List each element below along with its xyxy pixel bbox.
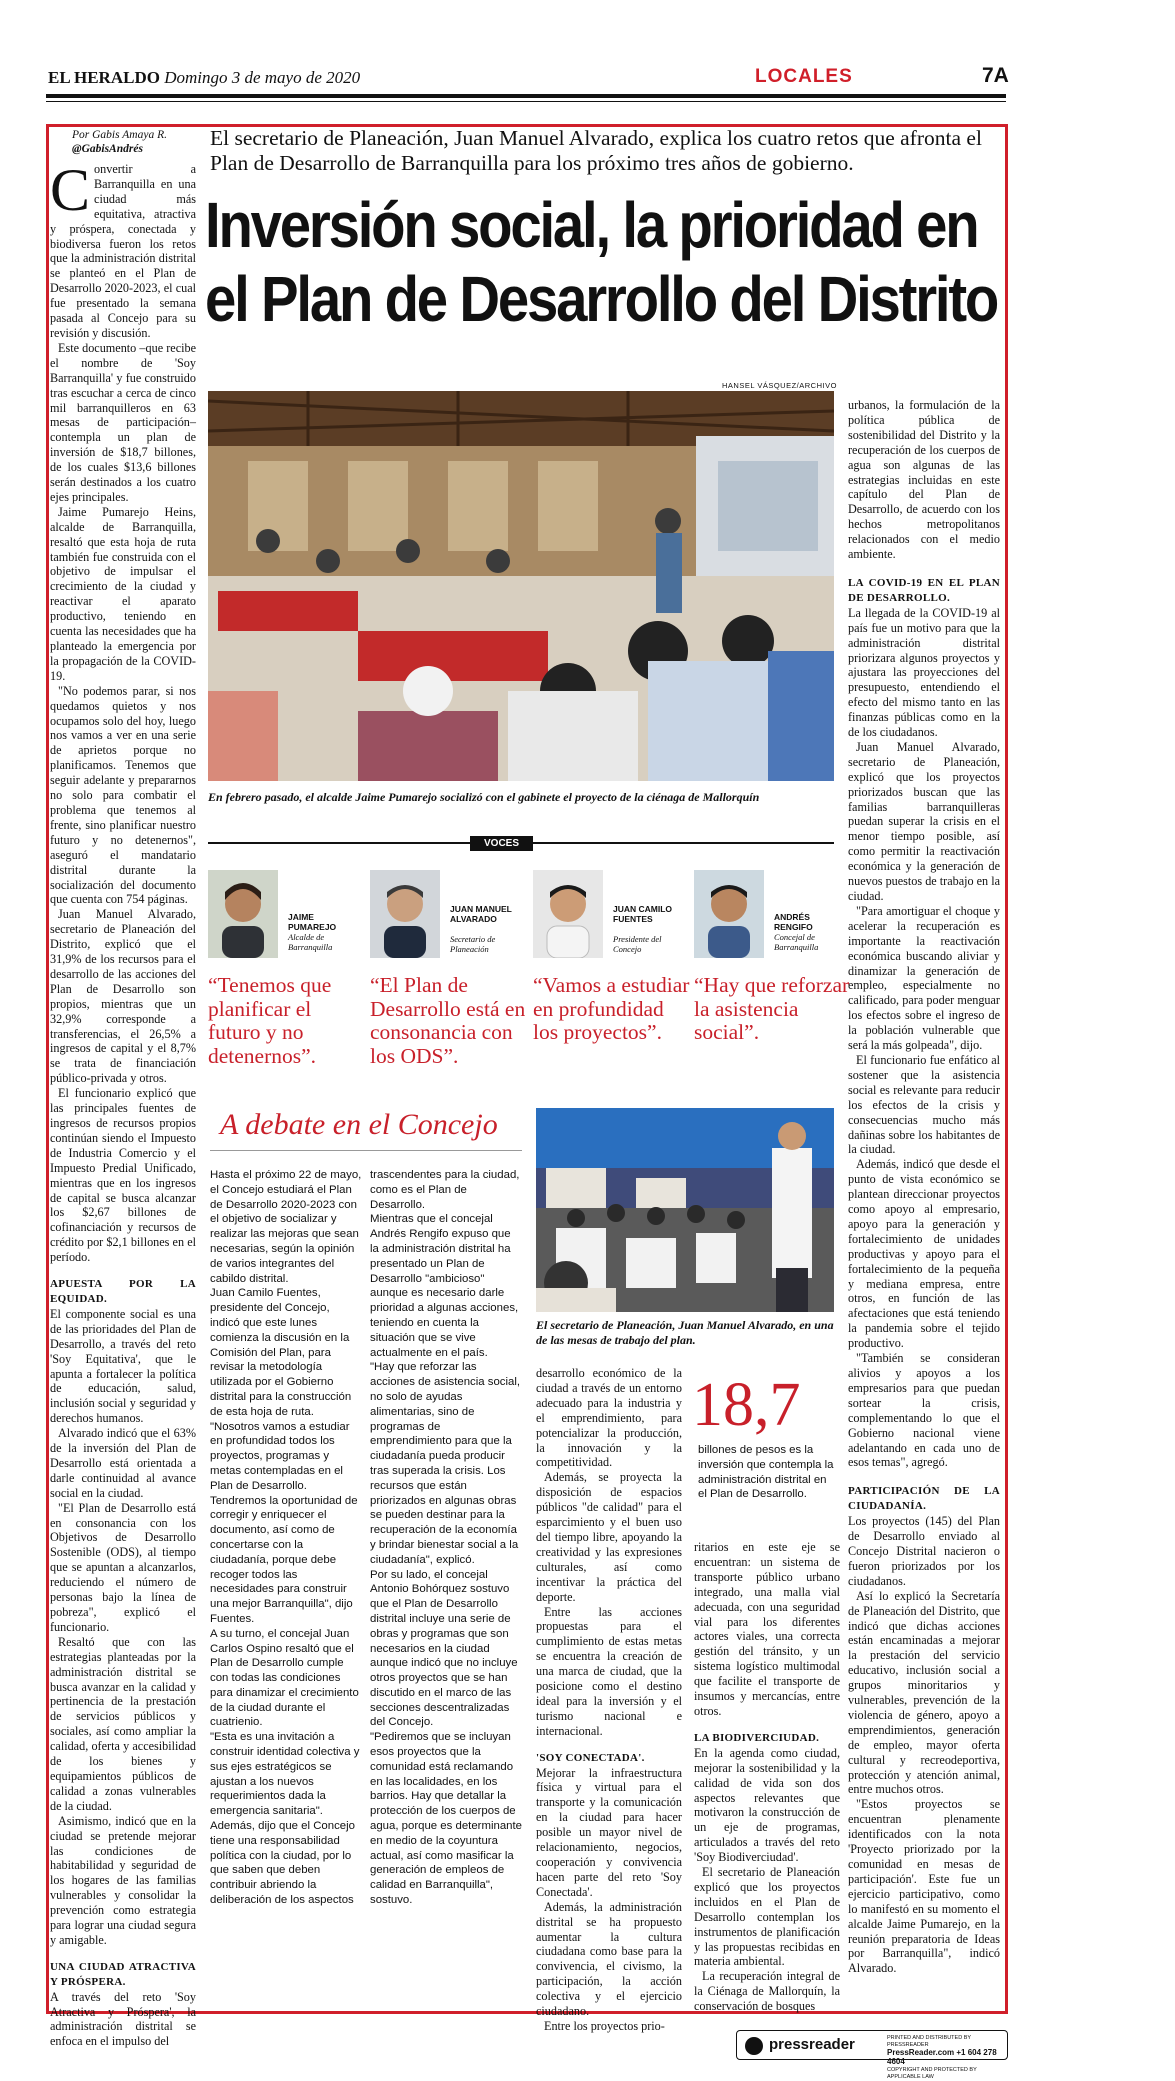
- debate-column-1: Hasta el próximo 22 de mayo, el Concejo estudiará el Plan de Desarrollo 2020-2023 con el objetivo de socializar y realizar las mejoras que sean necesarias, según la opinión de varios integrantes del cabildo distrital. Juan Camilo Fuentes, presidente del Concejo, indicó que este lunes comienza la discusión en la Comisión del Plan, para revisar la metodología utilizada por el Gobierno distrital para la construcción de esta hoja de ruta. "Nosotros vamos a estudiar en profundidad todos los proyectos, programas y metas contempladas en el Plan de Desarrollo. Tendremos la oportunidad de corregir y enriquecer el documento, así como de concertarse con la ciudadanía, porque debe recoger todos las necesidades para construir una mejor Barranquilla", dijo Fuentes. A su turno, el concejal Juan Carlos Ospino resaltó que el Plan de Desarrollo cumple con todas las condiciones para dinamizar el crecimiento de la ciudad durante el cuatrienio. "Esta es una invitación a construir identidad colectiva y sus ejes estratégicos se ajustan a los nuevos requerimientos dada la emergencia sanitaria". Además, dijo que el Concejo tiene una responsabilidad política con la ciudad, por lo que saben que deben contribuir abriendo la deliberación de los aspectos: [210, 1169, 362, 1907]
- header-rule-thin: [46, 101, 1006, 102]
- voice-card: [208, 870, 358, 1068]
- paper-name: EL HERALDO: [48, 68, 160, 87]
- debate-photo-caption: El secretario de Planeación, Juan Manuel Alvarado, en una de las mesas de trabajo del plan.: [536, 1318, 834, 1347]
- voice-card: [370, 870, 526, 1068]
- voice-role: Concejal de Barranquilla: [774, 932, 819, 952]
- voice-photo: [694, 870, 764, 958]
- debate-photo: [536, 1108, 834, 1312]
- subhead-equidad: APUESTA POR LA EQUIDAD.: [50, 1278, 196, 1305]
- voice-name: JUAN MANUEL ALVARADO: [450, 904, 512, 924]
- header-rule: [46, 94, 1006, 98]
- stat-text: billones de pesos es la inversión que contempla la administración distrital en el Plan de Desarrollo.: [698, 1444, 834, 1501]
- voice-quote: “Tenemos que planificar el futuro y no detenernos”.: [208, 973, 332, 1068]
- pressreader-logo-icon: [745, 2037, 763, 2055]
- drop-cap: C: [50, 157, 91, 223]
- section-name: LOCALES: [755, 66, 853, 87]
- voice-photo: [370, 870, 440, 958]
- debate-column-2: trascendentes para la ciudad, como es el Plan de Desarrollo. Mientras que el concejal Andrés Rengifo expuso que la administración distrital ha presentado un Plan de Desarrollo "ambicioso" aunque es necesario darle prioridad a algunas acciones, teniendo en cuenta la situación que se vive actualmente en el país. "Hay que reforzar las acciones de asistencia social, no solo de ayudas alimentarias, sino de programas de emprendimiento para que la ciudadanía pueda producir tras superada la crisis. Los recursos que están priorizados en algunas obras se pueden destinar para la recuperación de la economía y brindar bienestar social a la ciudadanía", explicó. Por su lado, el concejal Antonio Bohórquez sostuvo que el Plan de Desarrollo distrital incluye una serie de obras y programas que son necesarios en la ciudad aunque indicó que no incluye otros proyectos que se han discutido en el marco de las secciones descentralizadas del Concejo. "Pediremos que se incluyan esos proyectos que la comunidad está reclamando en las localidades, en los barrios. Hay que detallar la protección de los cuerpos de agua, porque es determinante en medio de la coyuntura actual, así como masificar la generación de empleos de calidad en Barranquilla", sostuvo.: [370, 1169, 522, 1907]
- voice-name: JAIME PUMAREJO: [288, 912, 337, 932]
- article-deck: El secretario de Planeación, Juan Manuel Alvarado, explica los cuatro retos que afronta el Plan de Desarrollo de Barranquilla para los próximo tres años de gobierno.: [210, 126, 982, 175]
- right-column: urbanos, la formulación de la política pública de sostenibilidad del Distrito y la recuperación de los cuerpos de agua son algunas de las estrategias incluidas en este capítulo del Plan de Desarrollo, de acuerdo con los hechos metropolitanos relacionados con el medio ambiente. LA COVID-19 EN EL PLAN DE DESARROLLO. La llegada de la COVID-19 al país fue un motivo para que la administración distrital priorizara algunos proyectos y ajustara las proyecciones del presupuesto, entendiendo el efecto del mismo tanto en las finanzas públicas como en la de los ciudadanos. Juan Manuel Alvarado, secretario de Planeación, explicó que los proyectos priorizados buscan que las familias barranquilleras puedan superar la crisis en el menor tiempo posible, así como permitir la reactivación económica y la generación de nuevos puestos de trabajo en la ciudad. "Para amortiguar el choque y acelerar la recuperación es importante la reactivación económica buscando aliviar y dinamizar la generación de empleo, especialmente no calificado, para poder menguar los efectos sobre el ingreso de la población vulnerable que será la más golpeada", dijo. El funcionario fue enfático al sostener que la asistencia social es relevante para reducir los efectos de la crisis y consecuencias mucho más dañinas sobre los habitantes de la ciudad. Además, indicó que desde el punto de vista económico se plantean direccionar proyectos como apoyo al empresario, apoyo para la generación y fortalecimiento de unidades productivas y apoyo para el fortalecimiento de la pequeña y mediana empresa, entre otros, en función de las afectaciones que está teniendo la pandemia sobre el tejido productivo. "También se consideran alivios y apoyos a los empresarios para que puedan sortear la crisis, complementando lo que el Gobierno nacional viene adelantando en cada uno de esos temas", agregó. PARTICIPACIÓN DE LA CIUDADANÍA. Los proyectos (145) del Plan de Desarrollo enviado al Concejo Distrital nacieron o fueron priorizados por los ciudadanos. Así lo explicó la Secretaría de Planeación del Distrito, que indicó que dichas acciones están encaminadas a mejorar la prestación del servicio educativo, inclusión social a grupos minoritarios y vulnerables, prevención de la violencia de género, apoyo a emprendimientos, generación de empleo, mayor oferta cultural y recreodeportiva, protección y atención animal, entre muchos otros. "Estos proyectos se encuentran plenamente identificados con la nota 'Proyecto priorizado por la comunidad en mesas de participación'. Este fue un ejercicio participativo, como lo manifestó en su momento el alcalde Jaime Pumarejo, en la reunión preparatoria de Ideas por Barranquilla", indicó Alvarado.: [848, 398, 1000, 1976]
- voice-role: Alcalde de Barranquilla: [288, 932, 333, 952]
- pressreader-wordmark: pressreader: [769, 2036, 855, 2053]
- photo-credit: HANSEL VÁSQUEZ/ARCHIVO: [722, 381, 837, 390]
- page-number: 7A: [982, 64, 1009, 87]
- left-column: Por Gabis Amaya R. @GabisAndrés Convertir a Barranquilla en una ciudad más equitativa, atractiva y próspera, conectada y biodiversa fueron los retos que la administración distrital se planteó en el Plan de Desarrollo 2020-2023, el cual fue presentado la semana pasada al Concejo para su revisión y discusión. Este documento –que recibe el nombre de 'Soy Barranquilla' y fue construido tras escuchar a cerca de cinco mil barranquilleros en 63 mesas de participación– contempla un plan de inversión de $18,7 billones, de los cuales $13,6 billones serán destinados a los cuatro ejes principales. Jaime Pumarejo Heins, alcalde de Barranquilla, resaltó que esta hoja de ruta también fue construida con el objetivo de impulsar el crecimiento de la ciudad y reactivar el aparato productivo, teniendo en cuenta las necesidades que ha planteado la emergencia por la propagación de la COVID-19. "No podemos parar, si nos quedamos quietos y nos ocupamos solo del hoy, luego nos vamos a ver en una serie de aprietos porque no planificamos. Tenemos que seguir adelante y prepararnos no solo para combatir el problema que tenemos al frente, sino planificar nuestro futuro y no detenernos", aseguró el mandatario distrital durante la socialización del documento que cuenta con 754 páginas. Juan Manuel Alvarado, secretario de Planeación del Distrito, explicó que el 31,9% de los recursos para el desarrollo de las acciones del Plan de Desarrollo son propios, mientras que un 32,9% corresponde a transferencias, el 26,5% a ingresos de capital y el 8,7% se trata de financiación público-privada y otros. El funcionario explicó que las principales fuentes de ingresos de recursos propios continúan siendo el Impuesto de Industria Comercio y el Impuesto Predial Unificado, mientras que en los ingresos de capital se busca alcanzar los $2,67 billones de cofinanciación y recursos de crédito por $2,1 billones en el período. APUESTA POR LA EQUIDAD. El componente social es una de las prioridades del Plan de Desarrollo, a través del reto 'Soy Equitativa', que le apunta a fortalecer la política de educación, salud, inclusión social y seguridad y derechos humanos. Alvarado indicó que el 63% de la inversión del Plan de Desarrollo está orientada a darle continuidad al avance social en la ciudad. "El Plan de Desarrollo está en consonancia con los Objetivos de Desarrollo Sostenible (ODS), al tiempo que se apuntan a alcanzarlos, reduciendo el número de personas bajo la línea de pobreza", explicó el funcionario. Resaltó que con las estrategias planteadas por la administración distrital se busca avanzar en la calidad y pertinencia de la prestación de servicios públicos y sociales, así como ampliar la calidad, oferta y accesibilidad de los bienes y equipamientos públicos de calidad a zonas vulnerables de la ciudad. Asimismo, indicó que en la ciudad se pretende mejorar las condiciones de habitabilidad y seguridad de los hogares de las familias vulnerables y consolidar la prevención como estrategia para lograr una ciudad segura y amigable. UNA CIUDAD ATRACTIVA Y PRÓSPERA. A través del reto 'Soy Atractiva y Próspera', la administración distrital se enfoca en el impulso del: [50, 129, 196, 2049]
- headline: Inversión social, la prioridad en el Plan de Desarrollo del Distrito: [205, 189, 998, 335]
- subhead-atractiva: UNA CIUDAD ATRACTIVA Y PRÓSPERA.: [50, 1960, 196, 1988]
- main-photo-caption: En febrero pasado, el alcalde Jaime Pumarejo socializó con el gabinete el proyecto de la ciénaga de Mallorquín: [208, 790, 760, 804]
- stat-number: 18,7: [692, 1371, 801, 1439]
- voice-name: ANDRÉS RENGIFO: [774, 912, 813, 932]
- bottom-column-1: desarrollo económico de la ciudad a través de un entorno adecuado para la industria y el emprendimiento, para potencializar la producción, la innovación y la competitividad. Además, se proyecta la disposición de espacios públicos "de calidad" para el esparcimiento y el buen uso del tiempo libre, apoyando la creatividad y las expresiones culturales, así como incentivar la práctica del deporte. Entre las acciones propuestas para el cumplimiento de estas metas se encuentra la creación de una marca de ciudad, que la posicione como el destino ideal para la inversión y el turismo nacional e internacional. 'SOY CONECTADA'. Mejorar la infraestructura física y virtual para el transporte y la comunicación en la ciudad para hacer posible un mayor nivel de relacionamiento, negocios, cooperación y convivencia hacen parte del reto 'Soy Conectada'. Además, la administración distrital se ha propuesto aumentar la cultura ciudadana como base para la convivencia, el civismo, la participación, la acción colectiva y el ejercicio ciudadano. Entre los proyectos prio-: [536, 1366, 682, 2033]
- byline: Por Gabis Amaya R. @GabisAndrés: [72, 129, 167, 155]
- voice-quote: “El Plan de Desarrollo está en consonancia con los ODS”.: [370, 973, 526, 1068]
- pressreader-badge[interactable]: [736, 2030, 1008, 2080]
- voice-photo: [533, 870, 603, 958]
- debate-rule: [210, 1150, 522, 1151]
- issue-date: Domingo 3 de mayo de 2020: [164, 68, 361, 87]
- voces-tag: VOCES: [470, 836, 533, 851]
- voice-quote: “Hay que reforzar la asistencia social”.: [694, 973, 850, 1044]
- masthead: [48, 68, 360, 88]
- voice-quote: “Vamos a estudiar en profundidad los proyectos”.: [533, 973, 690, 1044]
- voice-role: Presidente del Concejo: [613, 934, 662, 954]
- pressreader-meta: PRINTED AND DISTRIBUTED BY PRESSREADER PressReader.com +1 604 278 4604 COPYRIGHT AND PROTECTED BY APPLICABLE LAW: [887, 2035, 997, 2080]
- debate-title: A debate en el Concejo: [220, 1108, 498, 1141]
- voice-card: [533, 870, 690, 1045]
- voice-photo: [208, 870, 278, 958]
- subhead-covid: LA COVID-19 EN EL PLAN DE DESARROLLO.: [848, 576, 1000, 604]
- voice-name: JUAN CAMILO FUENTES: [613, 904, 673, 924]
- subhead-biodiverciudad: LA BIODIVERCIUDAD.: [694, 1731, 820, 1744]
- bottom-column-2: ritarios en este eje se encuentran: un sistema de transporte público urbano integrado, una malla vial adecuada, con una seguridad vial para los diferentes actores viales, una correcta gestión del tránsito, y un sistema logístico multimodal que facilite el transporte de insumos y mercancías, entre otros. LA BIODIVERCIUDAD. En la agenda como ciudad, mejorar la sostenibilidad y la calidad de vida son dos aspectos relevantes que motivaron la construcción de un eje de programas, articulados a través del reto 'Soy Biodiverciudad'. El secretario de Planeación explicó que los proyectos incluidos en el Plan de Desarrollo contemplan los instrumentos de planificación y las propuestas recibidas en materia ambiental. La recuperación integral de la Ciénaga de Mallorquín, la conservación de bosques: [694, 1540, 840, 2014]
- subhead-conectada: 'SOY CONECTADA'.: [536, 1751, 645, 1764]
- main-photo: [208, 391, 834, 781]
- voice-role: Secretario de Planeación: [450, 934, 496, 954]
- voice-card: [694, 870, 850, 1045]
- subhead-participacion: PARTICIPACIÓN DE LA CIUDADANÍA.: [848, 1485, 1000, 1513]
